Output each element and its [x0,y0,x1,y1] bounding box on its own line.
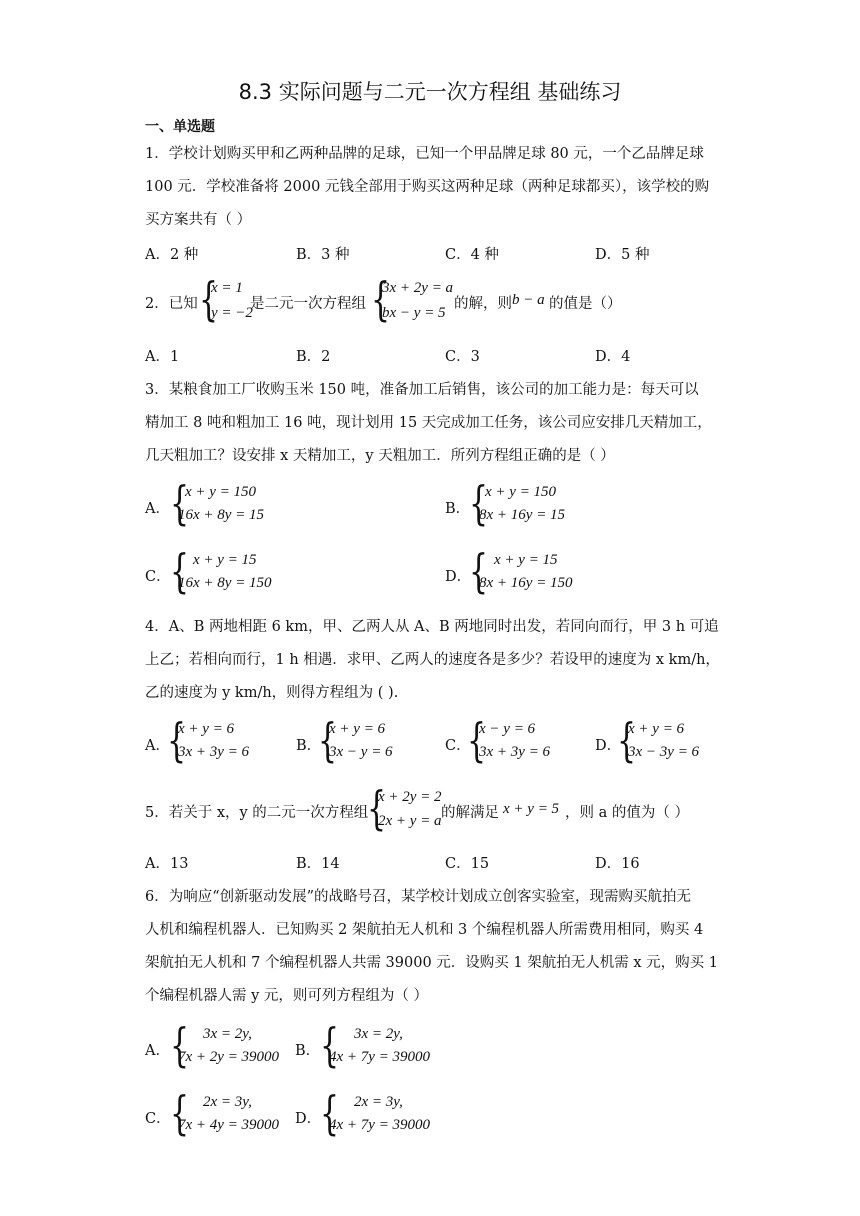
q5-option-a[interactable]: A．13 [145,856,189,872]
q2-sys2-eq2: bx − y = 5 [382,305,446,321]
q3-option-c-eq1: x + y = 15 [193,552,257,568]
q4-option-a-eq2: 3x + 3y = 6 [178,744,250,760]
q2-option-d[interactable]: D．4 [595,349,631,365]
q4-option-d-eq1: x + y = 6 [628,721,685,737]
q3-option-b-eq1: x + y = 150 [485,484,557,500]
q5-prefix: 5．若关于 x，y 的二元一次方程组 [145,805,369,821]
q1-line-2: 100 元．学校准备将 2000 元钱全部用于购买这两种足球（两种足球都买），该学校的购 [145,179,710,195]
q2-brace-1: { [199,272,219,326]
q6-option-b-eq1: 3x = 2y, [354,1026,403,1042]
q5-sys-eq1: x + 2y = 2 [378,789,442,805]
q3-option-d-label[interactable]: D． [445,569,472,585]
q3-line-2: 精加工 8 吨和粗加工 16 吨，现计划用 15 天完成加工任务，该公司应安排几天精加工， [145,415,712,431]
q2-end: 的值是（） [549,296,622,312]
q4-option-b-label[interactable]: B． [296,738,322,754]
q6-option-d-label[interactable]: D． [295,1111,322,1127]
q3-option-a-eq1: x + y = 150 [185,484,257,500]
q2-sys1-eq1: x = 1 [211,280,243,296]
q4-option-d-eq2: 3x − 3y = 6 [628,744,700,760]
q4-option-b-eq1: x + y = 6 [329,721,386,737]
q4-option-c-brace: { [467,713,487,767]
q1-option-a[interactable]: A．2 种 [145,247,199,263]
q4-option-b-brace: { [318,713,338,767]
q4-option-d-label[interactable]: D． [595,738,622,754]
q5-option-d[interactable]: D．16 [595,856,640,872]
q2-brace-2: { [371,272,391,326]
q3-option-b-label[interactable]: B． [445,501,471,517]
q5-middle: 的解满足 [441,805,499,821]
q6-option-c-eq2: 7x + 4y = 39000 [178,1117,280,1133]
q3-option-a-eq2: 16x + 8y = 15 [178,507,265,523]
q6-option-c-eq1: 2x = 3y, [203,1094,252,1110]
q4-line-2: 上乙；若相向而行，1 h 相遇．求甲、乙两人的速度各是多少？若设甲的速度为 x km/h， [145,652,720,668]
q4-option-c-label[interactable]: C． [445,738,471,754]
q6-option-a-eq1: 3x = 2y, [203,1026,252,1042]
q2-suffix: 的解，则 [454,296,512,312]
q3-option-b-eq2: 8x + 16y = 15 [479,507,566,523]
q3-line-3: 几天粗加工？设安排 x 天精加工，y 天粗加工．所列方程组正确的是（ ） [145,448,615,464]
q5-brace: { [367,781,387,835]
q5-option-c[interactable]: C．15 [445,856,490,872]
q1-option-d[interactable]: D．5 种 [595,247,650,263]
q6-option-c-brace: { [170,1086,190,1140]
q6-line-3: 架航拍无人机和 7 个编程机器人共需 39000 元．设购买 1 架航拍无人机需 x 元，购买 1 [145,955,718,971]
q4-option-c-eq2: 3x + 3y = 6 [479,744,551,760]
q2-option-c[interactable]: C．3 [445,349,480,365]
q3-option-b-brace: { [469,476,489,530]
section-heading: 一、单选题 [145,119,215,135]
q6-line-4: 个编程机器人需 y 元，则可列方程组为（ ） [145,988,429,1004]
q5-condition: x + y = 5 [503,801,560,817]
q6-option-a-label[interactable]: A． [145,1043,170,1059]
q3-option-c-eq2: 16x + 8y = 150 [178,575,272,591]
q4-option-b-eq2: 3x − y = 6 [329,744,393,760]
q6-option-d-brace: { [320,1086,340,1140]
page-title: 8.3 实际问题与二元一次方程组 基础练习 [238,80,622,104]
q5-option-b[interactable]: B．14 [296,856,340,872]
q4-option-c-eq1: x − y = 6 [479,721,536,737]
q3-line-1: 3．某粮食加工厂收购玉米 150 吨，准备加工后销售，该公司的加工能力是：每天可以 [145,382,699,398]
q3-option-a-brace: { [170,476,190,530]
q3-option-c-label[interactable]: C． [145,569,171,585]
q6-option-b-eq2: 4x + 7y = 39000 [329,1049,431,1065]
q6-option-c-label[interactable]: C． [145,1111,171,1127]
q6-line-2: 人机和编程机器人．已知购买 2 架航拍无人机和 3 个编程机器人所需费用相同，购买 4 [145,922,704,938]
q2-sys2-eq1: 3x + 2y = a [382,280,454,296]
q2-middle: 是二元一次方程组 [250,296,366,312]
q6-option-d-eq2: 4x + 7y = 39000 [329,1117,431,1133]
q4-line-3: 乙的速度为 y km/h，则得方程组为 ( ). [145,685,399,701]
q6-option-b-label[interactable]: B． [295,1043,321,1059]
q3-option-d-brace: { [469,544,489,598]
q1-option-c[interactable]: C．4 种 [445,247,499,263]
q6-line-1: 6．为响应“创新驱动发展”的战略号召，某学校计划成立创客实验室，现需购买航拍无 [145,889,692,905]
q3-option-c-brace: { [170,544,190,598]
q3-option-d-eq1: x + y = 15 [494,552,558,568]
q2-sys1-eq2: y = −2 [211,305,253,321]
q1-line-3: 买方案共有（ ） [145,212,252,228]
q4-line-1: 4．A、B 两地相距 6 km，甲、乙两人从 A、B 两地同时出发，若同向而行，甲 3 h 可追 [145,619,719,635]
q4-option-d-brace: { [617,713,637,767]
q2-option-a[interactable]: A．1 [145,349,180,365]
q5-sys-eq2: 2x + y = a [378,813,442,829]
q1-line-1: 1．学校计划购买甲和乙两种品牌的足球，已知一个甲品牌足球 80 元，一个乙品牌足球 [145,146,704,162]
q2-prefix: 2．已知 [145,296,198,312]
q6-option-d-eq1: 2x = 3y, [354,1094,403,1110]
q6-option-a-brace: { [170,1018,190,1072]
q4-option-a-eq1: x + y = 6 [178,721,235,737]
q5-end: ，则 a 的值为（ ） [565,805,689,821]
q1-option-b[interactable]: B．3 种 [296,247,350,263]
q2-option-b[interactable]: B．2 [296,349,331,365]
q4-option-a-label[interactable]: A． [145,738,170,754]
q4-option-a-brace: { [167,713,187,767]
q6-option-b-brace: { [320,1018,340,1072]
q3-option-d-eq2: 8x + 16y = 150 [479,575,573,591]
q6-option-a-eq2: 7x + 2y = 39000 [178,1049,280,1065]
q2-expr: b − a [512,292,545,308]
q3-option-a-label[interactable]: A． [145,501,170,517]
